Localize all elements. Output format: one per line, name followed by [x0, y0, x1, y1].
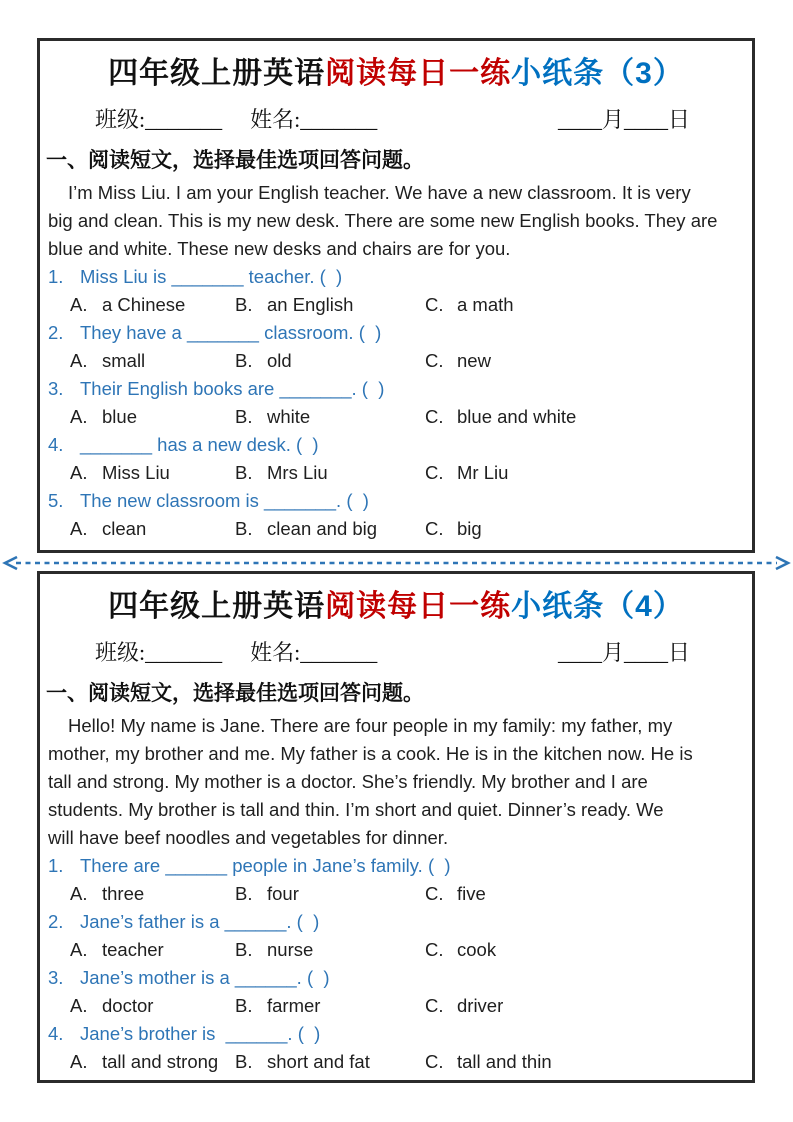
option-c-text: new: [457, 350, 491, 371]
question-2-options: [40, 347, 752, 375]
option-a: [70, 880, 235, 908]
reading-passage: [48, 179, 752, 263]
passage-line: tall and strong. My mother is a doctor. She’s friendly. My brother and I are: [48, 771, 648, 792]
option-b-label: B.: [235, 939, 253, 960]
question-text: Their English books are _______. ( ): [80, 378, 385, 399]
option-c-label: C.: [425, 995, 444, 1016]
student-info-line: [95, 103, 690, 137]
option-b-text: short and fat: [267, 1051, 370, 1072]
option-a-label: A.: [70, 462, 88, 483]
option-c: [425, 880, 752, 908]
option-c-text: driver: [457, 995, 504, 1016]
option-c-text: a math: [457, 294, 514, 315]
option-b-text: farmer: [267, 995, 321, 1016]
question-text: _______ has a new desk. ( ): [80, 434, 319, 455]
option-b-text: Mrs Liu: [267, 462, 328, 483]
option-c-label: C.: [425, 883, 444, 904]
question-3: [40, 375, 752, 403]
class-blank: _______: [145, 107, 223, 132]
option-c-label: C.: [425, 939, 444, 960]
option-c: [425, 347, 752, 375]
option-c-label: C.: [425, 518, 444, 539]
option-b-label: B.: [235, 995, 253, 1016]
question-number: 4.: [48, 434, 64, 455]
name-label: 姓名:: [250, 107, 301, 132]
option-b: [235, 459, 425, 487]
title-part-number: 小纸条（3）: [511, 57, 684, 90]
option-b: [235, 1048, 425, 1076]
name-blank: _______: [300, 107, 378, 132]
question-number: 2.: [48, 911, 64, 932]
option-c-text: five: [457, 883, 486, 904]
option-b-text: nurse: [267, 939, 314, 960]
option-b: [235, 880, 425, 908]
option-a-label: A.: [70, 1051, 88, 1072]
question-text: The new classroom is _______. ( ): [80, 490, 369, 511]
option-c-text: big: [457, 518, 482, 539]
question-number: 3.: [48, 967, 64, 988]
title-part-grade: 四年级上册英语: [108, 57, 326, 90]
option-b-label: B.: [235, 294, 253, 315]
title-part-series: 阅读每日一练: [325, 57, 512, 90]
option-a-text: tall and strong: [102, 1051, 219, 1072]
option-a-label: A.: [70, 350, 88, 371]
option-b: [235, 347, 425, 375]
option-b-label: B.: [235, 462, 253, 483]
option-c: [425, 459, 752, 487]
question-1-options: [40, 291, 752, 319]
option-a: [70, 403, 235, 431]
option-a: [70, 936, 235, 964]
option-a-text: three: [102, 883, 145, 904]
class-label: 班级:: [95, 107, 146, 132]
option-a-label: A.: [70, 518, 88, 539]
class-blank: _______: [145, 640, 223, 665]
cut-line-graphic: [0, 555, 793, 571]
worksheet-panel-4: [37, 571, 755, 1083]
question-5-options: [40, 515, 752, 543]
option-a-text: doctor: [102, 995, 154, 1016]
question-2-options: [40, 936, 752, 964]
option-b-text: four: [267, 883, 299, 904]
question-1: [40, 263, 752, 291]
option-b-label: B.: [235, 883, 253, 904]
date-field: ____月____日: [557, 107, 690, 132]
option-c-text: blue and white: [457, 406, 577, 427]
option-a-text: Miss Liu: [102, 462, 170, 483]
section-heading: 一、阅读短文，选择最佳选项回答问题。: [46, 681, 424, 705]
question-text: Jane’s brother is ______. ( ): [80, 1023, 321, 1044]
passage-line: will have beef noodles and vegetables for dinner.: [48, 827, 449, 848]
question-3: [40, 964, 752, 992]
passage-line: I’m Miss Liu. I am your English teacher. We have a new classroom. It is very: [68, 182, 691, 203]
option-a: [70, 992, 235, 1020]
option-a-label: A.: [70, 995, 88, 1016]
option-c: [425, 992, 752, 1020]
option-c-text: cook: [457, 939, 497, 960]
question-text: Jane’s father is a ______. ( ): [80, 911, 320, 932]
question-number: 2.: [48, 322, 64, 343]
section-heading: 一、阅读短文，选择最佳选项回答问题。: [46, 148, 424, 172]
title-part-series: 阅读每日一练: [325, 590, 512, 623]
option-a: [70, 1048, 235, 1076]
option-b-text: white: [267, 406, 311, 427]
option-a-label: A.: [70, 883, 88, 904]
worksheet-title: [40, 51, 752, 97]
option-a-text: blue: [102, 406, 137, 427]
question-4-options: [40, 459, 752, 487]
title-part-number: 小纸条（4）: [511, 590, 684, 623]
option-c: [425, 1048, 752, 1076]
question-text: Miss Liu is _______ teacher. ( ): [80, 266, 343, 287]
question-3-options: [40, 403, 752, 431]
option-b-label: B.: [235, 350, 253, 371]
date-field: ____月____日: [557, 640, 690, 665]
option-c-label: C.: [425, 350, 444, 371]
option-b-text: clean and big: [267, 518, 378, 539]
worksheet-panel-3: [37, 38, 755, 553]
name-blank: _______: [300, 640, 378, 665]
question-1-options: [40, 880, 752, 908]
option-a: [70, 347, 235, 375]
passage-line: Hello! My name is Jane. There are four people in my family: my father, my: [68, 715, 673, 736]
passage-line: blue and white. These new desks and chairs are for you.: [48, 238, 511, 259]
option-a: [70, 291, 235, 319]
question-4: [40, 431, 752, 459]
option-b-label: B.: [235, 1051, 253, 1072]
option-a-text: clean: [102, 518, 147, 539]
worksheet-title: [40, 584, 752, 630]
option-b-text: an English: [267, 294, 354, 315]
question-2: [40, 319, 752, 347]
question-text: They have a _______ classroom. ( ): [80, 322, 382, 343]
option-a-label: A.: [70, 939, 88, 960]
option-c-label: C.: [425, 1051, 444, 1072]
question-1: [40, 852, 752, 880]
question-number: 3.: [48, 378, 64, 399]
option-a-text: small: [102, 350, 146, 371]
option-c: [425, 515, 752, 543]
question-4: [40, 1020, 752, 1048]
reading-passage: [48, 712, 752, 852]
option-c-text: tall and thin: [457, 1051, 552, 1072]
question-5: [40, 487, 752, 515]
option-b-label: B.: [235, 518, 253, 539]
option-b-label: B.: [235, 406, 253, 427]
question-number: 4.: [48, 1023, 64, 1044]
passage-line: big and clean. This is my new desk. There are some new English books. They are: [48, 210, 718, 231]
option-c: [425, 291, 752, 319]
question-number: 1.: [48, 855, 64, 876]
option-a-label: A.: [70, 294, 88, 315]
title-part-grade: 四年级上册英语: [108, 590, 326, 623]
option-b: [235, 291, 425, 319]
student-info-line: [95, 636, 690, 670]
question-text: There are ______ people in Jane’s family. ( ): [80, 855, 451, 876]
passage-line: mother, my brother and me. My father is a cook. He is in the kitchen now. He is: [48, 743, 693, 764]
option-b-text: old: [267, 350, 292, 371]
option-c: [425, 936, 752, 964]
option-a-text: teacher: [102, 939, 164, 960]
option-b: [235, 515, 425, 543]
option-c-label: C.: [425, 294, 444, 315]
passage-line: students. My brother is tall and thin. I’m short and quiet. Dinner’s ready. We: [48, 799, 664, 820]
question-number: 1.: [48, 266, 64, 287]
name-label: 姓名:: [250, 640, 301, 665]
question-3-options: [40, 992, 752, 1020]
option-b: [235, 992, 425, 1020]
option-b: [235, 936, 425, 964]
question-2: [40, 908, 752, 936]
option-a-text: a Chinese: [102, 294, 186, 315]
option-a: [70, 515, 235, 543]
option-c-text: Mr Liu: [457, 462, 509, 483]
option-a: [70, 459, 235, 487]
option-b: [235, 403, 425, 431]
option-c-label: C.: [425, 462, 444, 483]
option-c-label: C.: [425, 406, 444, 427]
option-a-label: A.: [70, 406, 88, 427]
question-4-options: [40, 1048, 752, 1076]
cut-line: [0, 555, 793, 571]
question-number: 5.: [48, 490, 64, 511]
question-text: Jane’s mother is a ______. ( ): [80, 967, 330, 988]
class-label: 班级:: [95, 640, 146, 665]
option-c: [425, 403, 752, 431]
